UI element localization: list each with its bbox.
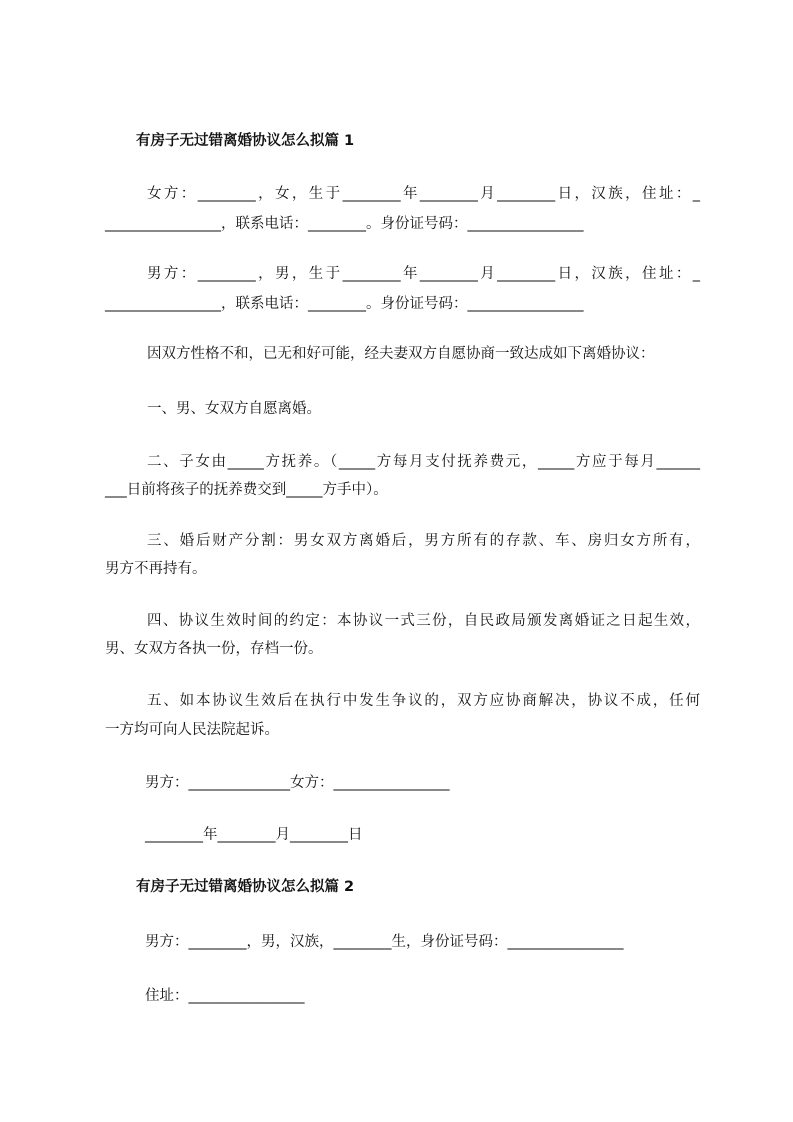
woman-info-line1: 女方：________，女，生于________年________月________日，汉族，住址：_ xyxy=(147,186,700,202)
clause-2-line2: ___日前将孩子的抚养费交到_____方手中）。 xyxy=(105,482,388,498)
clause-3-line1: 三、婚后财产分割：男女双方离婚后，男方所有的存款、车、房归女方所有， xyxy=(147,533,700,549)
section2-heading: 有房子无过错离婚协议怎么拟篇 2 xyxy=(136,879,355,895)
section2-address: 住址：________________ xyxy=(145,988,305,1004)
intro-paragraph: 因双方性格不和，已无和好可能，经夫妻双方自愿协商一致达成如下离婚协议： xyxy=(147,346,655,362)
clause-2-line1: 二、子女由_____方抚养。（_____方每月支付抚养费元，_____方应于每月______ xyxy=(147,454,700,470)
signature-line: 男方：______________女方：________________ xyxy=(145,775,450,791)
clause-5-line1: 五、如本协议生效后在执行中发生争议的，双方应协商解决，协议不成，任何 xyxy=(147,693,700,709)
date-line: ________年________月________日 xyxy=(145,827,363,843)
clause-4-line2: 男、女双方各执一份，存档一份。 xyxy=(105,641,323,657)
woman-info-line2: ________________，联系电话：________。身份证号码：________________ xyxy=(105,216,584,232)
section1-heading: 有房子无过错离婚协议怎么拟篇 1 xyxy=(136,133,355,149)
man-info-line2: ________________，联系电话：________。身份证号码：________________ xyxy=(105,296,584,312)
section2-man-info: 男方：________，男，汉族，________生，身份证号码：________________ xyxy=(145,934,624,950)
man-info-line1: 男方：________，男，生于________年________月________日，汉族，住址：_ xyxy=(147,266,700,282)
clause-3-line2: 男方不再持有。 xyxy=(105,561,207,577)
clause-5-line2: 一方均可向人民法院起诉。 xyxy=(105,722,279,738)
clause-1: 一、男、女双方自愿离婚。 xyxy=(147,401,321,417)
clause-4-line1: 四、协议生效时间的约定：本协议一式三份，自民政局颁发离婚证之日起生效， xyxy=(147,613,700,629)
